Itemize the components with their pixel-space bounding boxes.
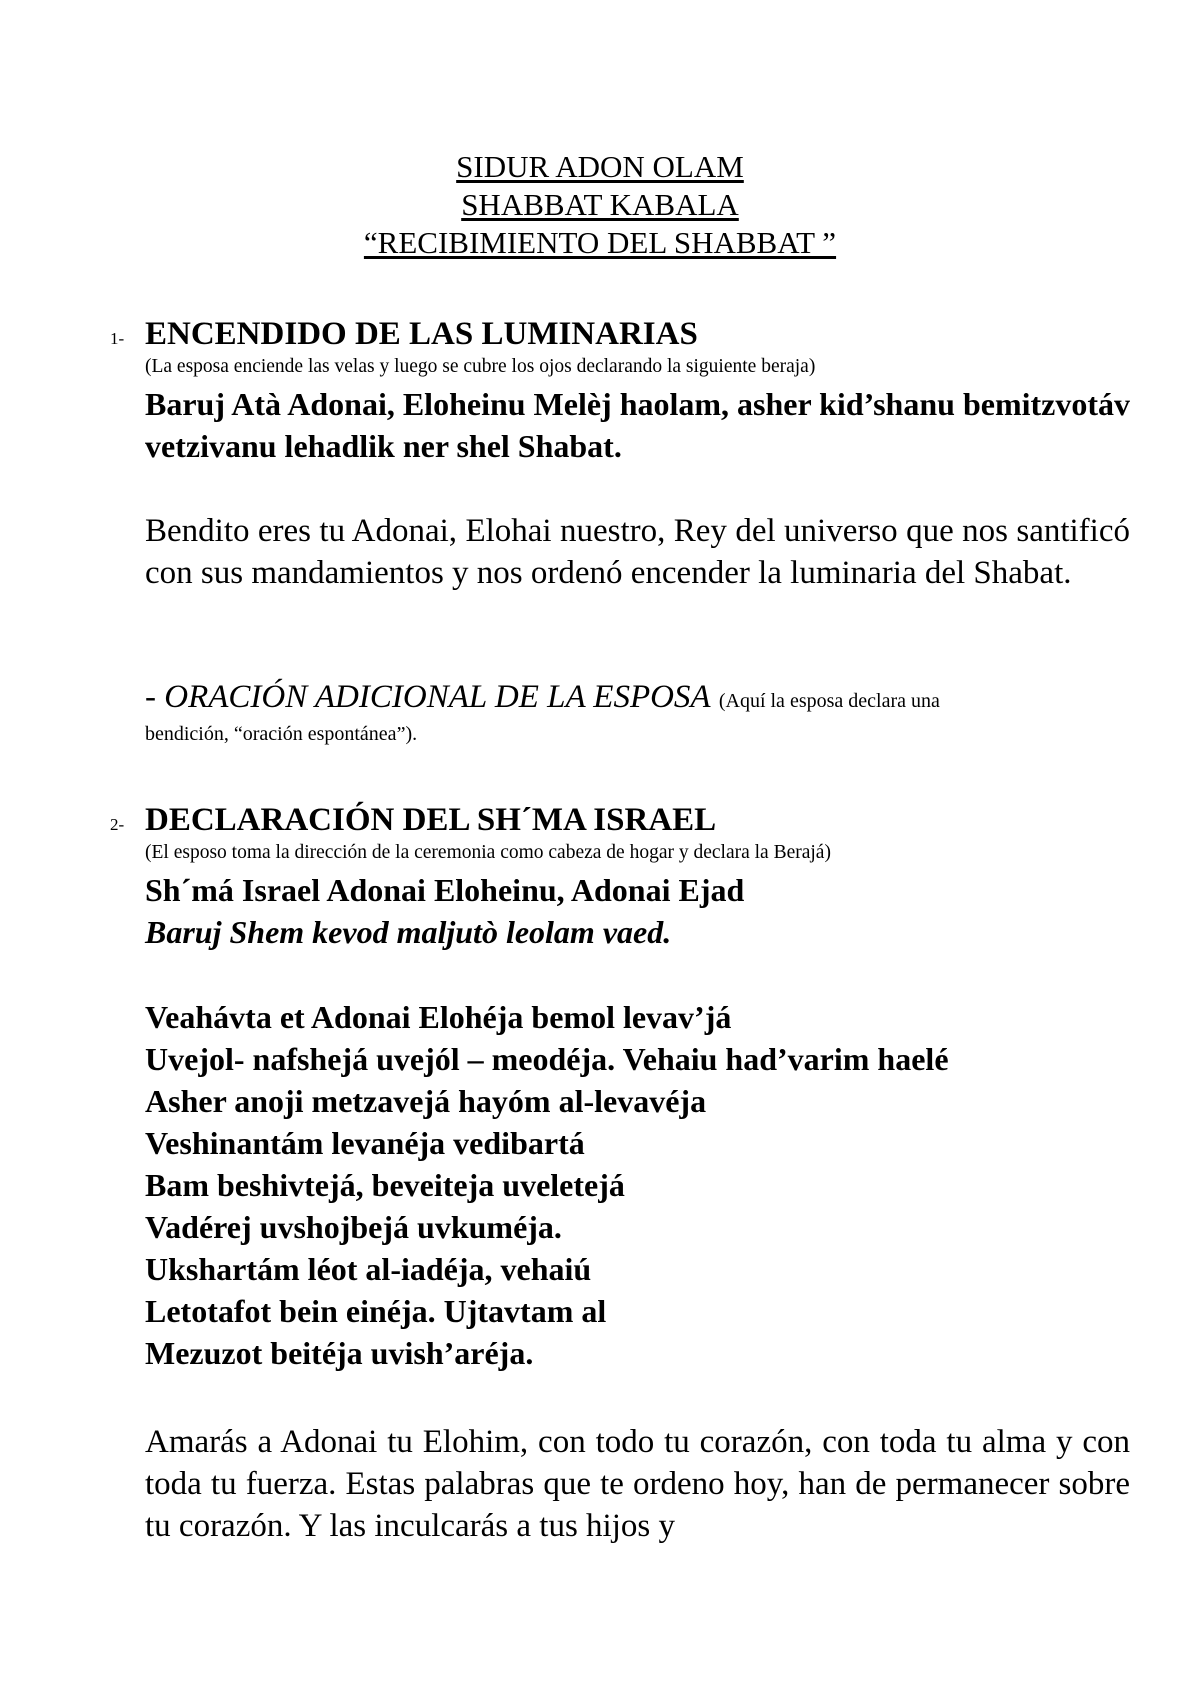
veahavta-line: Asher anoji metzavejá hayóm al-levavéja bbox=[145, 1083, 707, 1119]
veahavta-line: Uvejol- nafshejá uvejól – meodéja. Vehaiu had’varim haelé bbox=[145, 1041, 949, 1077]
section-2-instruction: (El esposo toma la dirección de la ceremonia como cabeza de hogar y declara la Berajá) bbox=[145, 842, 831, 863]
veahavta-line: Mezuzot beitéja uvish’aréja. bbox=[145, 1335, 534, 1371]
additional-prayer-dash: - bbox=[145, 679, 156, 715]
veahavta-line: Vadérej uvshojbejá uvkuméja. bbox=[145, 1209, 562, 1245]
section-2 bbox=[110, 799, 1130, 953]
title-line-1: SIDUR ADON OLAM bbox=[456, 149, 744, 184]
section-1-translation: Bendito eres tu Adonai, Elohai nuestro, Rey del universo que nos santificó con sus mandamientos y nos ordenó encender la luminaria del Shabat. bbox=[145, 513, 1130, 591]
section-1 bbox=[110, 313, 1130, 467]
section-2-translation-block bbox=[145, 1421, 1130, 1547]
baruj-shem-line: Baruj Shem kevod maljutò leolam vaed. bbox=[145, 914, 672, 950]
additional-prayer-line bbox=[145, 676, 1130, 722]
veahavta-line: Veshinantám levanéja vedibartá bbox=[145, 1125, 585, 1161]
section-2-title: DECLARACIÓN DEL SH´MA ISRAEL bbox=[145, 802, 717, 838]
veahavta-block bbox=[145, 996, 1130, 1374]
additional-prayer-title: ORACIÓN ADICIONAL DE LA ESPOSA bbox=[164, 679, 711, 715]
additional-prayer-note-2: bendición, “oración espontánea”). bbox=[145, 723, 418, 745]
section-1-translation-block bbox=[145, 510, 1130, 594]
title-line-3: “RECIBIMIENTO DEL SHABBAT ” bbox=[363, 225, 837, 260]
section-1-instruction: (La esposa enciende las velas y luego se cubre los ojos declarando la siguiente beraja) bbox=[145, 356, 816, 377]
section-2-number: 2- bbox=[110, 815, 125, 834]
section-1-title: ENCENDIDO DE LAS LUMINARIAS bbox=[145, 316, 698, 352]
additional-prayer-block bbox=[145, 676, 1130, 746]
section-1-number: 1- bbox=[110, 329, 125, 348]
section-2-heading bbox=[110, 799, 1130, 841]
additional-prayer-note: (Aquí la esposa declara una bbox=[718, 690, 940, 712]
title-line-2: SHABBAT KABALA bbox=[461, 187, 739, 222]
section-1-blessing: Baruj Atà Adonai, Eloheinu Melèj haolam, asher kid’shanu bemitzvotáv vetzivanu lehadlik ner shel Shabat. bbox=[145, 386, 1130, 464]
section-1-heading bbox=[110, 313, 1130, 355]
section-2-translation: Amarás a Adonai tu Elohim, con todo tu corazón, con toda tu alma y con toda tu fuerza. Estas palabras que te ordeno hoy, han de permanecer sobre tu corazón. Y las inculcarás a tus hijos y bbox=[145, 1424, 1130, 1544]
veahavta-line: Veahávta et Adonai Elohéja bemol levav’já bbox=[145, 999, 732, 1035]
veahavta-line: Ukshartám léot al-iadéja, vehaiú bbox=[145, 1251, 592, 1287]
shema-line: Sh´má Israel Adonai Eloheinu, Adonai Ejad bbox=[145, 872, 745, 908]
title-block bbox=[0, 148, 1200, 262]
veahavta-line: Bam beshivtejá, beveiteja uveletejá bbox=[145, 1167, 625, 1203]
veahavta-line: Letotafot bein einéja. Ujtavtam al bbox=[145, 1293, 607, 1329]
